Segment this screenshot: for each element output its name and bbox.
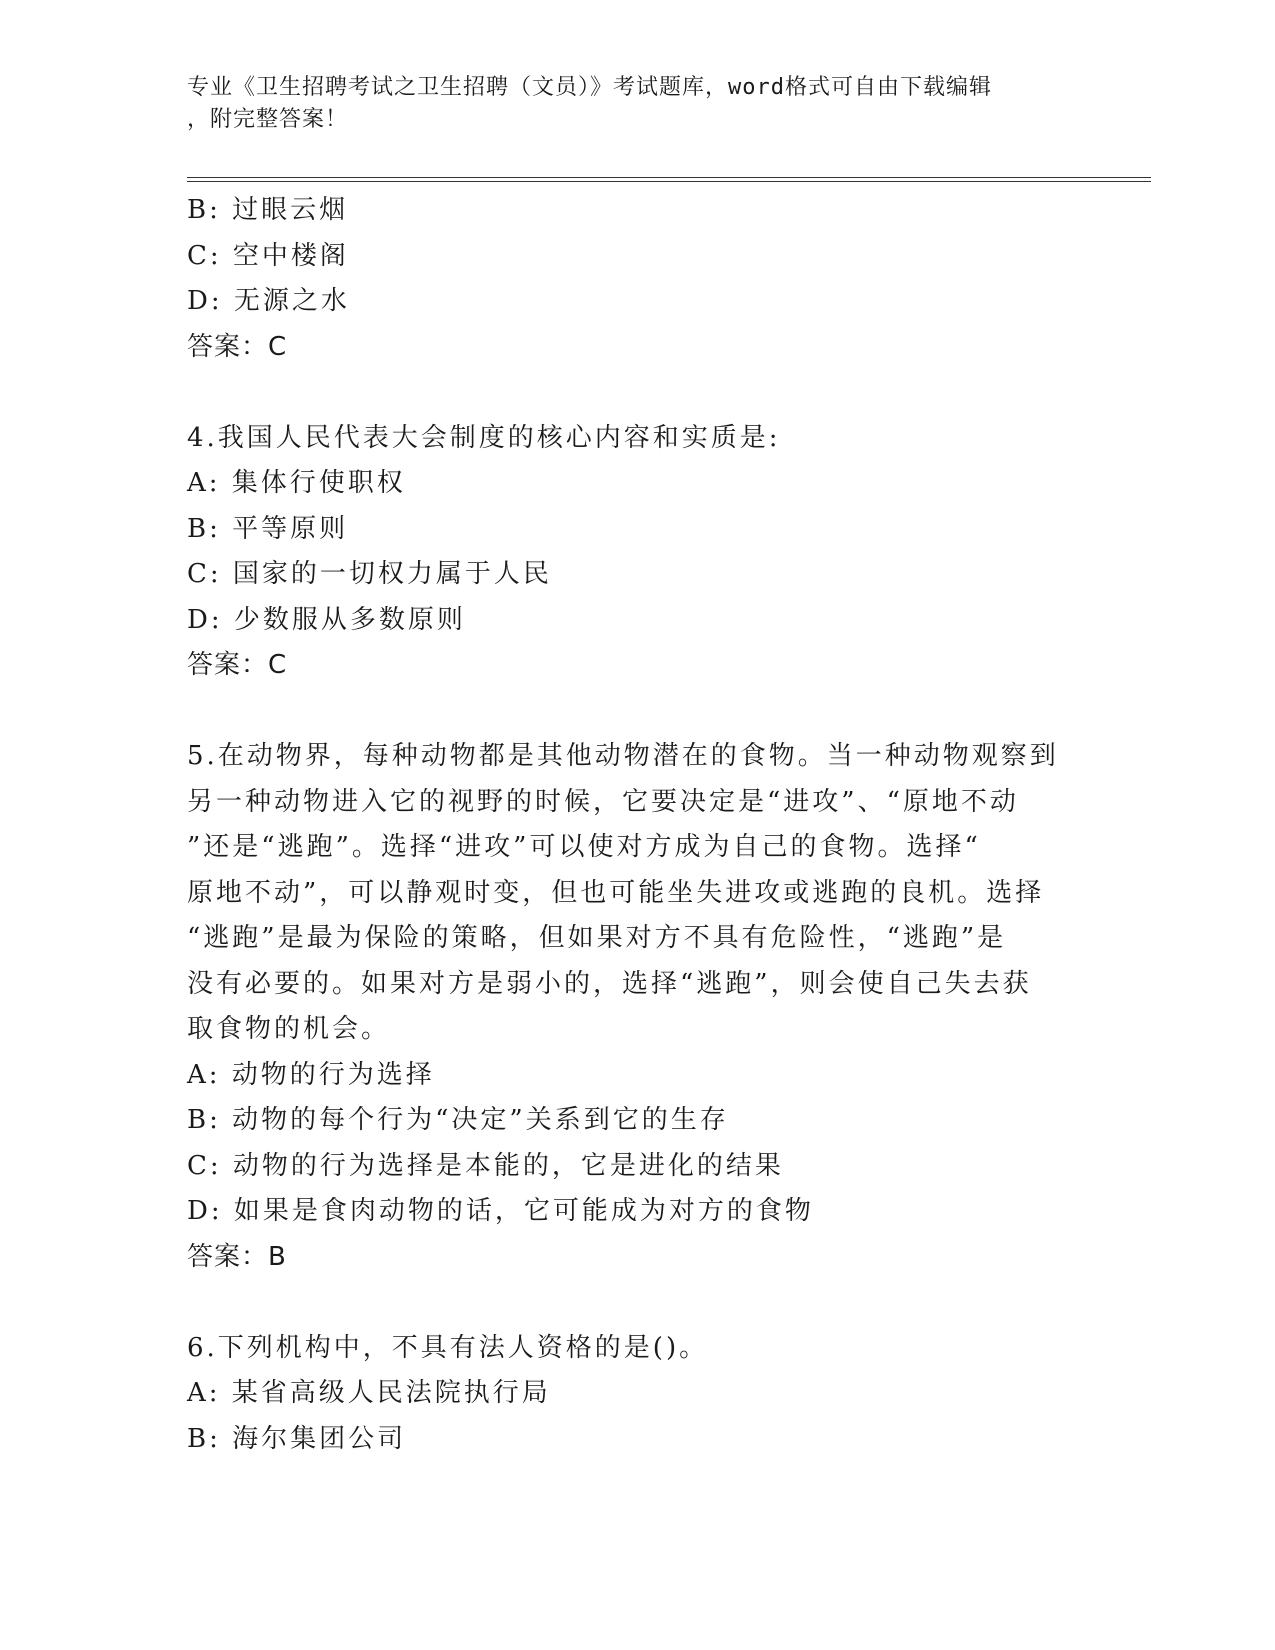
option-a: A: 集体行使职权 [187, 468, 406, 498]
question-text-line: 另一种动物进入它的视野的时候，它要决定是“进攻”、“原地不动 [187, 786, 1019, 817]
question-3-block [187, 188, 1067, 370]
question-text-line: 5.在动物界，每种动物都是其他动物潜在的食物。当一种动物观察到 [187, 741, 1059, 771]
answer-label: 答案：B [187, 1241, 287, 1272]
option-a: A: 某省高级人民法院执行局 [187, 1378, 551, 1408]
option-b: B: 平等原则 [187, 513, 349, 544]
answer-label: 答案：C [187, 331, 288, 362]
question-text-line: “逃跑”是最为保险的策略，但如果对方不具有危险性，“逃跑”是 [187, 923, 1007, 953]
document-header [187, 72, 1067, 136]
question-text-line: ”还是“逃跑”。选择“进攻”可以使对方成为自己的食物。选择“ [187, 832, 981, 862]
header-divider-bottom [187, 181, 1151, 182]
option-d: D: 如果是食肉动物的话，它可能成为对方的食物 [187, 1196, 814, 1226]
header-line-2: ，附完整答案！ [187, 107, 349, 132]
question-text-line: 取食物的机会。 [187, 1014, 391, 1044]
option-c: C: 动物的行为选择是本能的，它是进化的结果 [187, 1150, 784, 1181]
option-c: C: 空中楼阁 [187, 240, 349, 271]
option-b: B: 过眼云烟 [187, 195, 349, 225]
header-divider-top [187, 177, 1151, 178]
header-line-1: 专业《卫生招聘考试之卫生招聘（文员）》考试题库，word格式可自由下载编辑 [187, 75, 992, 100]
option-d: D: 无源之水 [187, 286, 350, 316]
answer-label: 答案：C [187, 650, 288, 680]
question-4-block [187, 416, 1067, 689]
question-text: 6.下列机构中，不具有法人资格的是()。 [187, 1332, 709, 1363]
document-body [187, 188, 1067, 1462]
question-text: 4.我国人民代表大会制度的核心内容和实质是: [187, 422, 781, 453]
question-text-line: 没有必要的。如果对方是弱小的，选择“逃跑”，则会使自己失去获 [187, 968, 1032, 999]
option-d: D: 少数服从多数原则 [187, 604, 466, 635]
option-b: B: 动物的每个行为“决定”关系到它的生存 [187, 1105, 729, 1135]
question-text-line: 原地不动”，可以静观时变，但也可能坐失进攻或逃跑的良机。选择 [187, 877, 1045, 908]
option-c: C: 国家的一切权力属于人民 [187, 559, 552, 589]
question-5-block [187, 734, 1067, 1280]
option-a: A: 动物的行为选择 [187, 1059, 435, 1090]
option-b: B: 海尔集团公司 [187, 1423, 407, 1454]
question-6-block [187, 1326, 1067, 1463]
